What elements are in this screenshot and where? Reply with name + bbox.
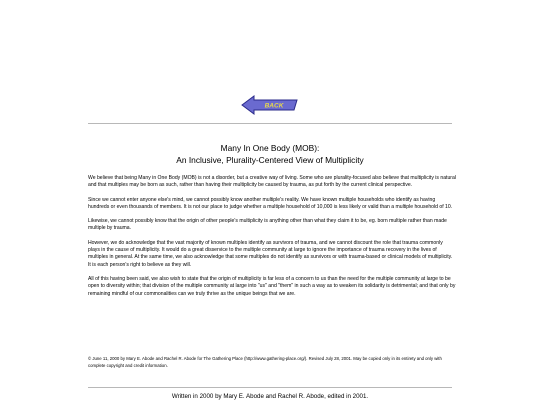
paragraph: We believe that being Many in One Body (MOB) is not a disorder, but a creative way of living. Some who are plurality-focused also believe that multiplicity is natural and that multiples may be born as such, rather than having their multiplicity be caused by trauma, as put forth by the current clinical perspective. [88, 175, 456, 189]
paragraph: All of this having been said, we also wish to state that the origin of multiplicity is far less of a concern to us than the need for the multiple community at large to be open to diversity within; that division of the multiple community at large into "us" and "them" in such a way as to weaken its solidarity is detrimental; and that only by remaining mindful of our commonalities can we truly thrive as the unique beings that we are. [88, 275, 456, 297]
article-body [88, 175, 456, 305]
bottom-divider [88, 387, 452, 388]
back-button-label: BACK [264, 102, 284, 110]
back-arrow-icon [241, 95, 299, 115]
paragraph: Since we cannot enter anyone else's mind, we cannot possibly know another multiple's reality. We have known multiple households who identify as having hundreds or even thousands of members. It is not our place to judge whether a multiple household of 10,000 is less likely or valid than a multiple household of 10. [88, 196, 453, 210]
copyright-notice: © June 11, 2000 by Mary E. Abode and Rachel R. Abode for The Gathering Place (http://www.gathering-place.org/). Revised July 28, 2001. May be copied only in its entirety and only with complete copyright and credit information. [88, 356, 442, 368]
page-title-line-1: Many In One Body (MOB): [220, 143, 320, 153]
page-title-line-2: An Inclusive, Plurality-Centered View of Multiplicity [176, 155, 364, 165]
back-button[interactable] [241, 95, 299, 115]
paragraph: Likewise, we cannot possibly know that the origin of other people's multiplicity is anything other than what they claim it to be, eg. born multiple rather than made multiple by trauma. [88, 218, 447, 232]
paragraph: However, we do acknowledge that the vast majority of known multiples identify as survivors of trauma, and we cannot discount the role that trauma commonly plays in the cause of multiplicity. It would do a great disservice to the multiple community at large to ignore the importance of trauma recovery in the lives of multiples in general. At the same time, we also acknowledge that some multiples do not identify as survivors or with trauma-based or clinical models of multiplicity. It is each person's right to believe as they will. [88, 239, 453, 268]
footer-credit: Written in 2000 by Mary E. Abode and Rachel R. Abode, edited in 2001. [171, 393, 369, 400]
page-title [88, 142, 452, 166]
top-divider [88, 123, 452, 124]
